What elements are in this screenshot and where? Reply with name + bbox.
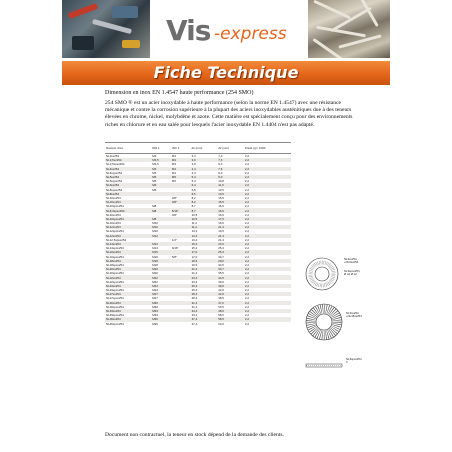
table-cell: 2,2 bbox=[244, 309, 291, 313]
table-cell: 34,4 bbox=[191, 313, 198, 318]
table-cell: M20 bbox=[152, 271, 158, 276]
table-cell: 6,5 bbox=[191, 187, 196, 192]
table-cell: 9,0 bbox=[218, 170, 223, 175]
table-cell: 2,2 bbox=[244, 259, 291, 263]
table-cell: 15,5 bbox=[218, 195, 224, 200]
table-cell: 2,2 bbox=[245, 313, 250, 318]
table-cell: 17,0 bbox=[191, 254, 198, 259]
table-cell: 11,2 bbox=[191, 225, 218, 229]
table-cell: M10 bbox=[152, 221, 158, 226]
table-cell: 5,4 bbox=[191, 179, 196, 184]
table-cell: NL22spsx254 bbox=[106, 279, 124, 284]
table-cell: 30,7 bbox=[217, 267, 244, 271]
table-cell: 2,2 bbox=[245, 229, 250, 234]
table-cell: NL5sx254 bbox=[105, 175, 151, 179]
table-cell: M33 bbox=[152, 313, 158, 318]
table-cell: 8,5 bbox=[191, 192, 218, 196]
table-cell: 2,2 bbox=[244, 200, 291, 204]
table-cell: NL27spsx254 bbox=[106, 296, 124, 301]
table-cell: 16,6 bbox=[218, 221, 224, 226]
table-cell: NL20sx254 bbox=[105, 267, 151, 271]
table-cell: M8 bbox=[152, 204, 157, 209]
table-cell: 15,5 bbox=[217, 200, 244, 204]
logo-accent-text: -express bbox=[214, 24, 287, 44]
table-cell: 3,9 bbox=[191, 158, 218, 162]
table-cell: 63,0 bbox=[218, 321, 224, 326]
table-cell: 2,2 bbox=[245, 170, 250, 175]
table-cell: 2,2 bbox=[245, 195, 250, 200]
table-cell: M10 bbox=[151, 225, 171, 229]
table-cell: 2,2 bbox=[245, 187, 250, 192]
table-cell: 10,5 bbox=[191, 212, 198, 217]
table-cell: 2,2 bbox=[244, 208, 291, 212]
table-cell: NL18spsx254 bbox=[106, 262, 124, 267]
table-cell: NL12spsx254 bbox=[106, 229, 124, 234]
table-cell: 31,4 bbox=[191, 304, 198, 309]
table-cell: NL6spsx254 bbox=[106, 187, 123, 192]
table-cell: NL16spsx254 bbox=[106, 254, 124, 259]
table-cell: 2,2 bbox=[244, 275, 291, 279]
table-cell: NL12sx254 bbox=[105, 234, 151, 238]
table-cell: 2,2 bbox=[244, 292, 291, 296]
table-cell: NL10sx254 bbox=[106, 212, 121, 217]
table-cell: 2,2 bbox=[245, 271, 250, 276]
table-cell: 13,2 bbox=[191, 234, 218, 238]
table-cell: 23,4 bbox=[191, 275, 218, 279]
table-cell: 48,5 bbox=[218, 296, 224, 301]
table-cell: 5/8" bbox=[171, 254, 177, 259]
table-cell: 3/8" bbox=[171, 195, 177, 200]
table-cell: NL12sx254 bbox=[105, 225, 151, 229]
table-cell: NL14spsx254 bbox=[106, 246, 124, 251]
table-cell: NL24spsx254 bbox=[106, 288, 124, 293]
table-cell: M3 bbox=[171, 162, 176, 167]
table-cell: 2,2 bbox=[245, 154, 250, 159]
table-cell: M27 bbox=[152, 296, 158, 301]
table-cell: 2,2 bbox=[244, 250, 291, 254]
table-cell: M22 bbox=[151, 275, 171, 279]
technical-sheet-page bbox=[62, 0, 390, 452]
drawing-label: NL3sx254 +NL36sx254 bbox=[346, 311, 362, 319]
table-cell: 2,2 bbox=[245, 246, 250, 251]
fiche-technique-banner bbox=[62, 61, 390, 85]
table-cell: 19,5 bbox=[191, 262, 198, 267]
table-cell: M30 bbox=[151, 301, 171, 305]
table-cell: M10 bbox=[152, 229, 158, 234]
table-cell: 2,2 bbox=[244, 301, 291, 305]
product-headline: Dimension en inox EN 1.4547 haute performance (254 SMO) bbox=[105, 90, 254, 96]
table-cell: 21,4 bbox=[217, 225, 244, 229]
table-cell: 2,2 bbox=[245, 296, 250, 301]
washer-diagram bbox=[300, 230, 390, 380]
table-cell: 47,0 bbox=[217, 301, 244, 305]
table-cell: 4,4 bbox=[191, 170, 196, 175]
table-cell: 3/8" bbox=[171, 212, 177, 217]
table-cell: M4 bbox=[171, 167, 191, 171]
table-cell: 15,2 bbox=[191, 242, 218, 246]
table-cell: NL10sx254 bbox=[106, 195, 121, 200]
table-cell: NL36spsx254 bbox=[106, 321, 124, 326]
column-header: d2 (mm) bbox=[217, 143, 244, 154]
table-cell: 2,2 bbox=[244, 242, 291, 246]
table-cell: 37,4 bbox=[191, 317, 218, 321]
washer-drawings bbox=[300, 230, 390, 380]
table-cell: 2,2 bbox=[245, 254, 250, 259]
table-cell: M4 bbox=[151, 167, 171, 171]
table-cell: 2,2 bbox=[244, 225, 291, 229]
drawing-label: NL3sx254 +NL6sx254 bbox=[344, 257, 359, 265]
table-cell: 37,4 bbox=[191, 321, 198, 326]
table-cell: NL4sx254 bbox=[105, 167, 151, 171]
table-cell: M4 bbox=[171, 170, 176, 175]
table-cell: NL12,5spsx254 bbox=[106, 237, 127, 242]
table-cell: M14 bbox=[151, 242, 171, 246]
column-header: d1 (mm) bbox=[191, 143, 218, 154]
table-cell: M3 bbox=[152, 154, 157, 159]
table-cell: M6 bbox=[152, 187, 157, 192]
table-cell: 16,6 bbox=[218, 204, 224, 209]
table-cell: 5/16" bbox=[171, 208, 191, 212]
table-cell: M3 bbox=[171, 158, 191, 162]
table-cell: NL30spsx254 bbox=[106, 304, 124, 309]
table-cell: M3 bbox=[171, 154, 176, 159]
table-cell: 6,4 bbox=[191, 183, 218, 187]
table-cell: 16,6 bbox=[217, 208, 244, 212]
table-cell: 7,6 bbox=[217, 167, 244, 171]
table-cell bbox=[171, 322, 191, 326]
table-cell: 4,4 bbox=[191, 167, 218, 171]
table-cell: 2,2 bbox=[245, 262, 250, 267]
table-cell: 42,0 bbox=[218, 288, 224, 293]
table-cell: NL36sx254 bbox=[105, 317, 151, 321]
table-cell: M18 bbox=[152, 262, 158, 267]
table-cell: 34,5 bbox=[217, 275, 244, 279]
table-cell: 2,2 bbox=[245, 162, 250, 167]
table-cell: NL20spsx254 bbox=[106, 271, 124, 276]
table-cell: 2,2 bbox=[244, 167, 291, 171]
table-cell: 25,4 bbox=[191, 284, 218, 288]
table-cell: 5,4 bbox=[191, 175, 218, 179]
table-cell: 58,5 bbox=[218, 313, 224, 318]
table-cell: M5 bbox=[171, 179, 176, 184]
table-cell: M3,5 bbox=[151, 158, 171, 162]
table-cell: 2,2 bbox=[244, 234, 291, 238]
serrated-washer-drawing bbox=[306, 304, 342, 340]
table-cell: 2,2 bbox=[245, 237, 250, 242]
table-cell: 17,0 bbox=[191, 250, 218, 254]
table-cell: M24 bbox=[152, 288, 158, 293]
column-header: Poids (g) / 1000 bbox=[244, 143, 291, 154]
table-cell: NL10spsx254 bbox=[106, 204, 124, 209]
table-cell: 21,4 bbox=[218, 237, 224, 242]
table-cell: 9,0 bbox=[217, 175, 244, 179]
table-cell: 53,5 bbox=[218, 304, 224, 309]
drawing-label: NL3spsx254 h bbox=[346, 357, 362, 365]
table-cell: 7,6 bbox=[217, 158, 244, 162]
table-cell: 10,8 bbox=[218, 179, 224, 184]
table-cell: 2,2 bbox=[244, 217, 291, 221]
table-cell: 11,2 bbox=[191, 221, 197, 226]
table-cell: 2,2 bbox=[245, 304, 250, 309]
table-cell: NL3,5spsx254 bbox=[106, 162, 125, 167]
table-cell: NL33sx254 bbox=[105, 309, 151, 313]
disclaimer-footer: Document non contractuel, la teneur en stock dépend de la demande des clients. bbox=[105, 432, 284, 438]
table-cell: 2,2 bbox=[244, 192, 291, 196]
table-cell: NL18sx254 bbox=[105, 259, 151, 263]
washer-side-view bbox=[306, 364, 342, 367]
table-cell: 13,5 bbox=[217, 192, 244, 196]
table-cell: M5 bbox=[171, 175, 191, 179]
table-body bbox=[105, 154, 291, 326]
table-cell: 39,0 bbox=[217, 284, 244, 288]
table-cell: 13,2 bbox=[191, 229, 198, 234]
table-cell: 25,4 bbox=[191, 288, 198, 293]
table-cell: M14 bbox=[152, 246, 158, 251]
table-cell: 48,5 bbox=[217, 309, 244, 313]
table-cell: 42,0 bbox=[217, 292, 244, 296]
table-cell: 21,4 bbox=[191, 267, 218, 271]
table-cell: 34,4 bbox=[191, 309, 218, 313]
table-cell: 30,7 bbox=[218, 254, 224, 259]
table-cell: 21,4 bbox=[191, 271, 198, 276]
table-cell: 21,4 bbox=[217, 234, 244, 238]
table-cell: NL16sx254 bbox=[105, 200, 151, 204]
table-cell: M3,5 bbox=[152, 162, 159, 167]
table-cell: 3,9 bbox=[191, 162, 196, 167]
table-cell: M16 bbox=[152, 254, 158, 259]
table-cell: 11,6 bbox=[217, 183, 244, 187]
table-cell: M16 bbox=[151, 250, 171, 254]
table-cell: 58,5 bbox=[217, 317, 244, 321]
column-header: ISO 1 bbox=[171, 143, 191, 154]
table-cell: 28,4 bbox=[191, 292, 218, 296]
table-cell: NL14sx254 bbox=[105, 242, 151, 246]
table-cell: 2,2 bbox=[245, 212, 250, 217]
table-cell: 2,2 bbox=[244, 158, 291, 162]
table-cell: 23,4 bbox=[191, 279, 198, 284]
table-cell: M5 bbox=[152, 179, 157, 184]
logo-main-text: Vis bbox=[166, 14, 211, 47]
table-cell: M24 bbox=[151, 284, 171, 288]
table-cell: 9/16" bbox=[171, 246, 179, 251]
table-cell: 8,7 bbox=[191, 208, 218, 212]
table-cell: NL33spsx254 bbox=[106, 313, 124, 318]
table-cell: NL10sx254 bbox=[106, 221, 121, 226]
table-cell: 2,2 bbox=[244, 267, 291, 271]
table-cell: 2,2 bbox=[245, 221, 250, 226]
flat-washer-drawing bbox=[306, 258, 338, 290]
table-cell: 3,4 bbox=[191, 154, 196, 159]
table-cell: 2,2 bbox=[245, 204, 250, 209]
table-cell: M6 bbox=[151, 183, 171, 187]
table-cell: 2,2 bbox=[245, 179, 250, 184]
table-cell: M36 bbox=[152, 321, 158, 326]
table-cell: M20 bbox=[151, 267, 171, 271]
table-cell: 10,5 bbox=[191, 217, 218, 221]
tools-photo bbox=[62, 0, 150, 58]
table-cell: NL5spsx254 bbox=[106, 179, 123, 184]
vis-express-logo bbox=[166, 14, 296, 48]
table-cell: NL8sx254 bbox=[105, 192, 151, 196]
table-cell: M5 bbox=[151, 175, 171, 179]
table-cell: 19,5 bbox=[218, 229, 224, 234]
table-cell: 2,2 bbox=[244, 175, 291, 179]
table-cell: 15,2 bbox=[191, 246, 198, 251]
product-description: 254 SMO ® est un acier inoxydable à haute performance (selon la norme EN 1.4547) avec une résistance mécanique et contre la corrosion supérieure à la plupart des aciers inoxydables austénitiques due à des teneurs élevées en chrome, nickel, molybdène et azote. Cette matière est spécialement conçu pour des environnements riches en chlorure et en eau salée pour lesquels l'acier inoxydable EN 1.4404 n'est pas adapté. bbox=[105, 100, 353, 128]
table-cell: 8,7 bbox=[191, 204, 196, 209]
table-cell: 39,0 bbox=[218, 279, 224, 284]
dimensions-table bbox=[105, 142, 291, 326]
table-cell: 28,4 bbox=[191, 296, 198, 301]
table-cell: 1/2" bbox=[171, 237, 177, 242]
table-cell: 8,2 bbox=[191, 200, 218, 204]
table-row bbox=[105, 322, 291, 326]
table-cell: NL8,3spsx254 bbox=[105, 208, 151, 212]
table-cell: M33 bbox=[151, 309, 171, 313]
table-cell: 2,2 bbox=[245, 288, 250, 293]
table-cell: 25,4 bbox=[217, 250, 244, 254]
table-cell: 23,0 bbox=[217, 242, 244, 246]
table-cell: M12 bbox=[151, 234, 171, 238]
table-cell: NL30sx254 bbox=[105, 301, 151, 305]
table-cell: NL10spsx254 bbox=[105, 217, 151, 221]
table-cell: 35,5 bbox=[218, 271, 224, 276]
table-cell: 31,4 bbox=[191, 301, 218, 305]
table-cell: 17,5 bbox=[217, 217, 244, 221]
table-cell: M22 bbox=[152, 279, 158, 284]
table-cell: 16,6 bbox=[218, 212, 224, 217]
table-cell: NL3sx254 bbox=[106, 154, 120, 159]
table-cell: 2,2 bbox=[244, 183, 291, 187]
table-cell: M4 bbox=[152, 170, 157, 175]
column-header: Numéro d'art. bbox=[105, 143, 151, 154]
table-header-row bbox=[105, 143, 291, 154]
table-cell: M36 bbox=[151, 317, 171, 321]
table-cell: 7,0 bbox=[218, 154, 223, 159]
table-cell: NL16sx254 bbox=[105, 250, 151, 254]
table-cell: 2,2 bbox=[245, 321, 250, 326]
drawing-label: NL3spsx254 Ø d1 Ø d2 bbox=[344, 269, 360, 277]
table-cell: 8,2 bbox=[191, 195, 196, 200]
table-cell: 34,5 bbox=[218, 262, 224, 267]
table-cell: NL24sx254 bbox=[105, 284, 151, 288]
table-cell: 29,0 bbox=[217, 259, 244, 263]
table-cell: M27 bbox=[151, 292, 171, 296]
table-cell: NL22sx254 bbox=[105, 275, 151, 279]
table-cell: 13,2 bbox=[191, 237, 198, 242]
column-header: DIN 1 bbox=[151, 143, 171, 154]
table-cell: M8 bbox=[151, 217, 171, 221]
table-cell: 2,2 bbox=[244, 317, 291, 321]
table-cell: NL4spsx254 bbox=[106, 170, 123, 175]
table-cell: 19,5 bbox=[191, 259, 218, 263]
table-cell: NL27sx254 bbox=[105, 292, 151, 296]
table-cell: NL3,5sx254 bbox=[105, 158, 151, 162]
table-cell: M30 bbox=[152, 304, 158, 309]
table-cell: 13,5 bbox=[218, 187, 224, 192]
banner-title: Fiche Technique bbox=[153, 63, 299, 82]
table-cell: M8 bbox=[151, 208, 171, 212]
table-cell: 2,2 bbox=[244, 284, 291, 288]
table-cell: NL6sx254 bbox=[105, 183, 151, 187]
screws-photo bbox=[308, 0, 390, 58]
table-cell: 2,2 bbox=[245, 279, 250, 284]
table-cell: 9,0 bbox=[218, 162, 223, 167]
table-cell: 25,4 bbox=[218, 246, 224, 251]
table-cell: M18 bbox=[151, 259, 171, 263]
table-cell: 3/8" bbox=[171, 200, 191, 204]
